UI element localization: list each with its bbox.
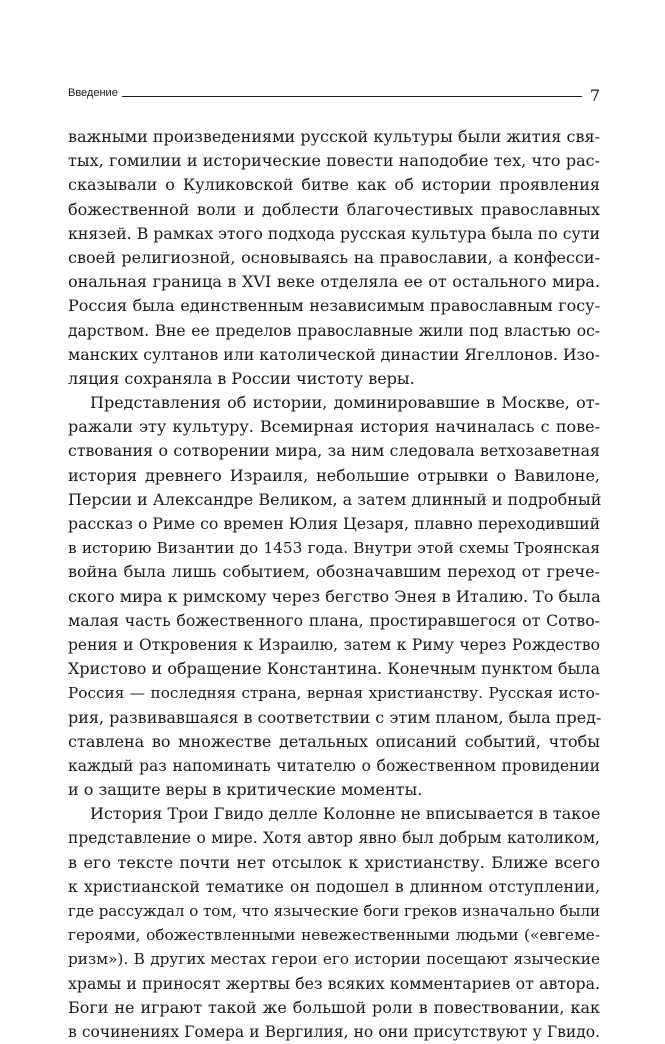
text-line: храмы и приносят жертвы без всяких комментариев от автора. [68, 973, 600, 993]
text-line: в сочинениях Гомера и Вергилия, но они присутствуют у Гвидо. [68, 1022, 600, 1041]
text-line: Христово и обращение Константина. Конечным пунктом была [68, 659, 600, 679]
page-number: 7 [589, 86, 600, 105]
text-line: Представления об истории, доминировавшие в Москве, от- [90, 393, 600, 413]
text-line: история древнего Израиля, небольшие отрывки о Вавилоне, [68, 465, 600, 485]
text-line: к христианской тематике он подошел в длинном отступлении, [68, 876, 600, 896]
text-line: ствования о сотворении мира, за ним следовала ветхозаветная [68, 441, 600, 461]
text-line: ского мира к римскому через бегство Энея в Италию. То была [68, 586, 601, 606]
text-line: тых, гомилии и исторические повести наподобие тех, что рас- [68, 151, 600, 171]
body-text [68, 125, 600, 1044]
text-line: манских султанов или католической династии Ягеллонов. Изо- [68, 344, 600, 364]
text-line: рия, развивавшаяся в соответствии с этим планом, была пред- [68, 707, 602, 727]
text-line: Боги не играют такой же большой роли в повествовании, как [68, 997, 600, 1017]
text-line: князей. В рамках этого подхода русская культура была по сути [68, 223, 601, 243]
text-line: рения и Откровения к Израилю, затем к Риму через Рождество [68, 635, 600, 654]
text-line: дарством. Вне ее пределов православные жили под властью ос- [68, 321, 600, 340]
section-title: Введение [68, 87, 118, 99]
text-line: ставлена во множестве детальных описаний событий, чтобы [68, 731, 600, 751]
text-line: ражали эту культуру. Всемирная история начиналась с пове- [68, 417, 600, 437]
text-line: в историю Византии до 1453 года. Внутри этой схемы Троянская [68, 539, 600, 558]
text-line: война была лишь событием, обозначавшим переход от грече- [68, 562, 600, 582]
text-line: где рассуждал о том, что языческие боги греков изначально были [68, 902, 600, 920]
text-line: ризм»). В других местах герои его истории посещают языческие [68, 950, 600, 969]
text-line: ональная граница в XVI веке отделяла ее от остального мира. [68, 272, 600, 292]
text-line: каждый раз напоминать читателю о божественном провидении [68, 756, 600, 775]
text-line: важными произведениями русской культуры были жития свя- [68, 127, 600, 146]
text-line: сказывали о Куликовской битве как об истории проявления [68, 175, 600, 195]
header-rule [122, 96, 582, 97]
text-line: героями, обожествленными невежественными людьми («евгеме- [68, 926, 600, 945]
running-head [68, 80, 600, 105]
text-line: История Трои Гвидо делле Колонне не вписывается в такое [90, 804, 601, 824]
text-line: Россия — последняя страна, верная христианству. Русская исто- [68, 684, 600, 703]
text-line: Персии и Александре Великом, а затем длинный и подробный [68, 489, 602, 509]
text-line: Россия была единственным независимым православным госу- [68, 296, 600, 316]
text-line: малая часть божественного плана, простиравшегося от Сотво- [68, 610, 600, 630]
text-line: своей религиозной, основываясь на православии, а конфесси- [68, 247, 600, 267]
text-line: в его тексте почти нет отсылок к христианству. Ближе всего [68, 852, 600, 872]
text-line: представление о мире. Хотя автор явно был добрым католиком, [68, 829, 600, 848]
text-line: божественной воли и доблести благочестивых православных [68, 199, 600, 219]
text-line: ляция сохраняла в России чистоту веры. [68, 368, 415, 388]
text-line: и о защите веры в критические моменты. [68, 780, 423, 800]
text-line: рассказ о Риме со времен Юлия Цезаря, плавно переходивший [68, 514, 601, 533]
